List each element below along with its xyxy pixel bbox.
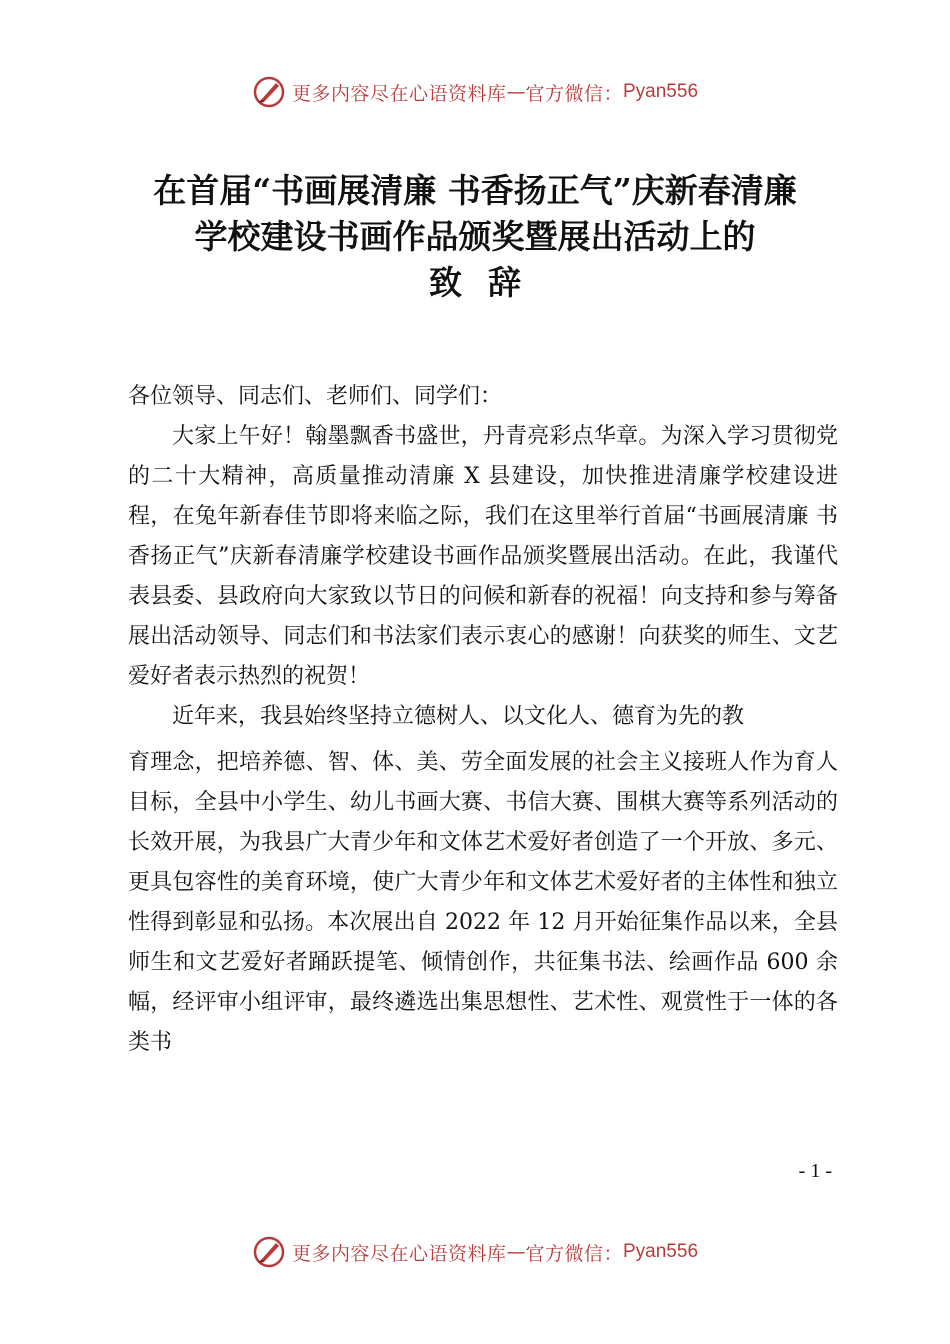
page-number: - 1 -: [798, 1160, 832, 1182]
watermark-wechat-label: 官方微信：: [525, 1242, 623, 1265]
watermark-wechat-id: Pyan556: [623, 81, 699, 102]
paragraph-2-rest: 育理念，把培养德、智、体、美、劳全面发展的社会主义接班人作为育人目标，全县中小学生、幼儿书画大赛、书信大赛、围棋大赛等系列活动的长效开展，为我县广大青少年和文体艺术爱好者创造了一个开放、多元、更具包容性的美育环境，使广大青少年和文体艺术爱好者的主体性和独立性得到彰显和弘扬。本次展出自 2022 年 12 月开始征集作品以来，全县师生和文艺爱好者踊跃提笔、倾情创作，共征集书法、绘画作品 600 余幅，经评审小组评审，最终遴选出集思想性、艺术性、观赏性于一体的各类书: [128, 750, 838, 1055]
paragraph-2-first-line: 近年来，我县始终坚持立德树人、以文化人、德育为先的教: [172, 704, 745, 729]
salutation: 各位领导、同志们、老师们、同学们：: [128, 384, 503, 409]
paragraph-1: 大家上午好！翰墨飘香书盛世，丹青亮彩点华章。为深入学习贯彻党的二十大精神，高质量推动清廉 X 县建设，加快推进清廉学校建设进程，在兔年新春佳节即将来临之际，我们在这里举行首届“书画展清廉 书香扬正气”庆新春清廉学校建设书画作品颁奖暨展出活动。在此，我谨代表县委、县政府向大家致以节日的问候和新春的祝福！向支持和参与筹备展出活动领导、同志们和书法家们表示衷心的感谢！向获奖的师生、文艺爱好者表示热烈的祝贺！: [128, 424, 838, 689]
document-body: [128, 377, 838, 1063]
watermark-wechat-id: Pyan556: [623, 1241, 699, 1262]
pen-circle-logo-icon: [252, 1235, 286, 1269]
watermark-separator: —: [506, 1241, 526, 1263]
watermark-footer: [0, 1232, 950, 1272]
title-line-1: 在首届“书画展清廉 书香扬正气”庆新春清廉: [153, 171, 797, 210]
watermark-header: [0, 72, 950, 112]
document-title: [0, 168, 950, 306]
watermark-separator: —: [506, 81, 526, 103]
watermark-text: 更多内容尽在心语资料库: [291, 82, 507, 105]
pen-circle-logo-icon: [252, 75, 286, 109]
watermark-wechat-label: 官方微信：: [525, 82, 623, 105]
watermark-text: 更多内容尽在心语资料库: [291, 1242, 507, 1265]
title-line-2: 学校建设书画作品颁奖暨展出活动上的: [194, 217, 756, 256]
title-line-3: 致辞: [429, 263, 547, 302]
paragraph-2: [128, 697, 838, 1063]
